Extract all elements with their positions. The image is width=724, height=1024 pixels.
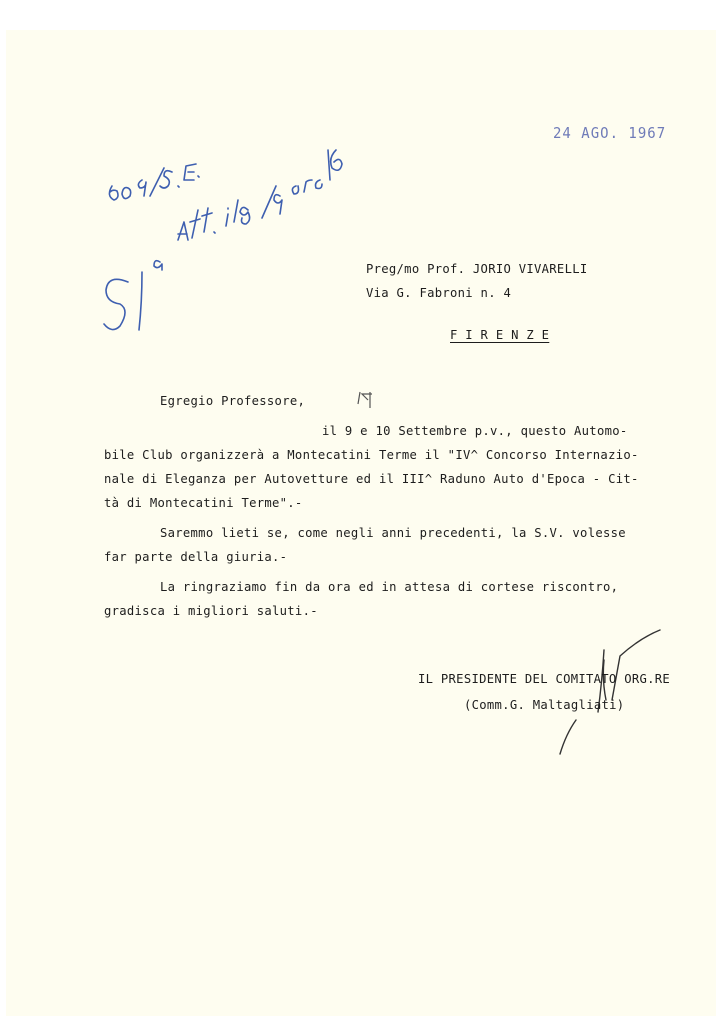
body-line: Saremmo lieti se, come negli anni precedenti, la S.V. volesse [160, 526, 626, 540]
date-stamp: 24 AGO. 1967 [553, 125, 667, 143]
salutation: Egregio Professore, [160, 394, 306, 408]
signature-title: IL PRESIDENTE DEL COMITATO ORG.RE [418, 672, 671, 686]
recipient-city: F I R E N Z E [450, 328, 550, 342]
signature-name: (Comm.G. Maltagliati) [464, 698, 625, 712]
recipient-address: Via G. Fabroni n. 4 [366, 286, 512, 300]
body-line: il 9 e 10 Settembre p.v., questo Automo- [322, 424, 628, 438]
body-line: nale di Eleganza per Autovetture ed il III^ Raduno Auto d'Epoca - Cit- [104, 472, 639, 486]
body-line: La ringraziamo fin da ora ed in attesa di cortese riscontro, [160, 580, 619, 594]
body-line: gradisca i migliori saluti.- [104, 604, 318, 618]
recipient-name: Preg/mo Prof. JORIO VIVARELLI [366, 262, 588, 276]
body-line: tà di Montecatini Terme".- [104, 496, 303, 510]
body-line: far parte della giuria.- [104, 550, 288, 564]
body-line: bile Club organizzerà a Montecatini Terme il "IV^ Concorso Internazio- [104, 448, 639, 462]
paper-sheet [6, 30, 716, 1016]
